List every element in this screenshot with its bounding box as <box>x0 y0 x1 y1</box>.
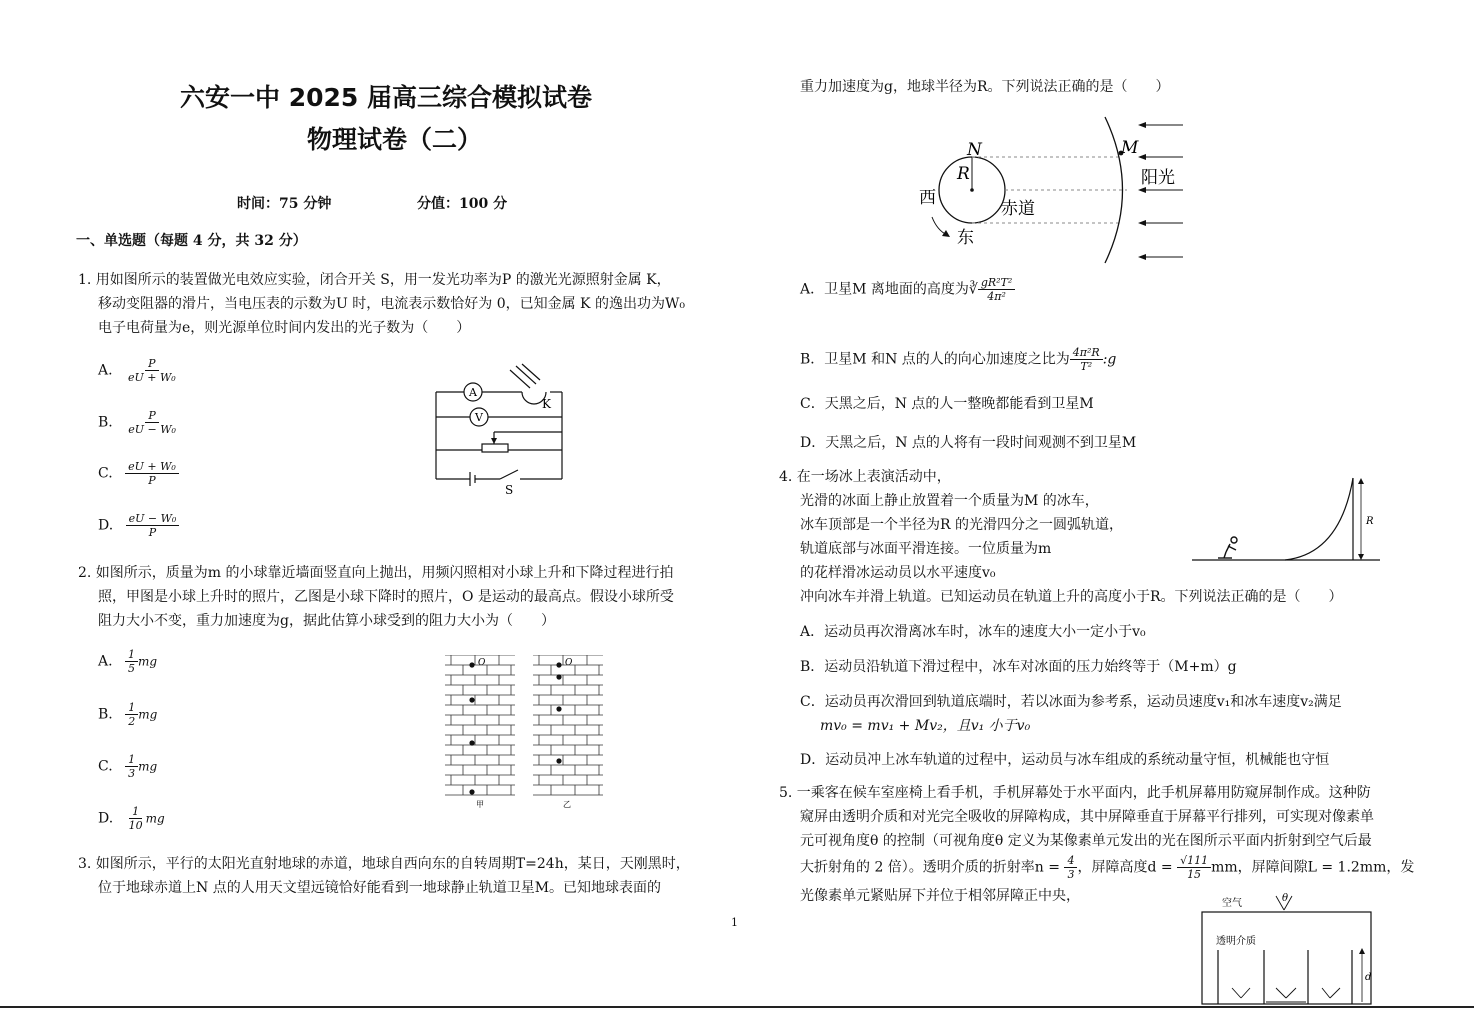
option-text: A．卫星M 离地面的高度为 <box>800 281 969 298</box>
photoelectric-circuit-figure <box>430 362 570 497</box>
formula <box>125 701 138 728</box>
ammeter-label: A <box>469 386 477 399</box>
formula-num: gR²T² <box>978 276 1015 290</box>
q1-option-c[interactable] <box>98 460 179 487</box>
formula <box>125 460 179 487</box>
medium-label: 透明介质 <box>1216 936 1256 947</box>
formula-den: 5 <box>128 662 136 675</box>
text-part: mm，屏障间隙L = 1.2mm，发 <box>1211 859 1415 876</box>
radius-label: R <box>1366 516 1374 527</box>
q3-option-c[interactable]: C．天黑之后，N 点的人一整晚都能看到卫星M <box>800 396 1094 412</box>
formula-num: √111 <box>1177 854 1211 868</box>
q4-line-6: 冲向冰车并滑上轨道。已知运动员在轨道上升的高度小于R。下列说法正确的是（ ） <box>800 589 1343 605</box>
formula-den: 2 <box>128 715 136 728</box>
q2-line-1: 2. 如图所示，质量为m 的小球靠近墙面竖直向上抛出，用频闪照相对小球上升和下降过程进行拍 <box>78 565 674 581</box>
q2-line-3: 阻力大小不变，重力加速度为g，据此估算小球受到的阻力大小为（ ） <box>98 613 555 629</box>
strobe-wall-figure <box>445 655 607 813</box>
q4-line-5: 的花样滑冰运动员以水平速度v₀ <box>800 565 996 581</box>
formula-den: 4π² <box>987 290 1006 303</box>
formula-tail: mg <box>138 654 158 669</box>
formula-den: T² <box>1080 360 1093 373</box>
exam-title: 六安一中 2025 届高三综合模拟试卷 <box>180 83 592 112</box>
equator-label: 赤道 <box>1001 199 1035 219</box>
text-part: 大折射角的 2 倍）。透明介质的折射率n = <box>800 859 1065 876</box>
formula-num: 1 <box>125 701 138 715</box>
q1-option-b[interactable] <box>98 409 179 436</box>
q4-line-2: 光滑的冰面上静止放置着一个质量为M 的冰车， <box>800 493 1099 509</box>
option-label: C. <box>98 758 113 775</box>
q3-line-3: 重力加速度为g，地球半径为R。下列说法正确的是（ ） <box>800 79 1170 95</box>
top-o-label: O <box>565 658 573 668</box>
option-label: A. <box>98 653 113 670</box>
q4-option-c-formula: mv₀ = mv₁ + Mv₂，且v₁ 小于v₀ <box>820 718 1031 734</box>
q3-line-2: 位于地球赤道上N 点的人用天文望远镜恰好能看到一地球静止轨道卫星M。已知地球表面的 <box>98 880 662 896</box>
option-label: D. <box>98 517 114 534</box>
q3-option-a[interactable] <box>800 276 1015 303</box>
page-bottom-border <box>0 1006 1474 1008</box>
formula <box>125 409 179 436</box>
formula <box>126 512 180 539</box>
formula-num: P <box>145 357 158 371</box>
air-label: 空气 <box>1222 898 1242 909</box>
option-label: C. <box>98 465 113 482</box>
q1-line-1: 1. 用如图所示的装置做光电效应实验，闭合开关 S，用一发光功率为P 的激光光源照射金属 K， <box>78 272 671 288</box>
q2-option-a[interactable] <box>98 648 157 675</box>
ball-dot <box>469 662 474 667</box>
ball-dot <box>556 758 561 763</box>
barrier-height-label: d <box>1365 972 1372 983</box>
q5-line-3: 元可视角度θ 的控制（可视角度θ 定义为某像素单元发出的光在图所示平面内折射到空气后最 <box>800 833 1372 849</box>
skater-icon <box>1218 537 1237 558</box>
option-text: B．卫星M 和N 点的人的向心加速度之比为 <box>800 351 1070 368</box>
metal-k-label: K <box>542 397 551 411</box>
q2-line-2: 照，甲图是小球上升时的照片，乙图是小球下降时的照片，O 是运动的最高点。假设小球所受 <box>98 589 674 605</box>
q4-option-a[interactable]: A．运动员再次滑离冰车时，冰车的速度大小一定小于v₀ <box>800 624 1146 640</box>
formula-num: eU + W₀ <box>125 460 179 474</box>
ice-cart-figure <box>1190 474 1385 564</box>
formula <box>126 805 146 832</box>
formula-den: P <box>148 526 157 539</box>
option-label: B. <box>98 414 113 431</box>
formula-tail: mg <box>138 759 158 774</box>
formula <box>125 753 138 780</box>
formula-num: 1 <box>125 648 138 662</box>
q1-line-2: 移动变阻器的滑片，当电压表的示数为U 时，电流表示数恰好为 0，已知金属 K 的逸出功为W₀ <box>98 296 685 312</box>
exam-score: 分值：100 分 <box>417 196 508 212</box>
formula-den: 3 <box>128 767 136 780</box>
q4-line-1: 4. 在一场冰上表演活动中， <box>779 469 951 485</box>
voltmeter-label: V <box>475 411 483 424</box>
formula <box>1064 854 1077 881</box>
q2-option-b[interactable] <box>98 701 157 728</box>
formula-num: 1 <box>129 805 142 819</box>
ball-dot <box>469 789 474 794</box>
section-heading: 一、单选题（每题 4 分，共 32 分） <box>76 233 307 249</box>
option-label: A. <box>98 362 113 379</box>
formula <box>125 648 138 675</box>
sunlight-label: 阳光 <box>1141 168 1175 188</box>
ball-dot <box>469 740 474 745</box>
q4-option-b[interactable]: B．运动员沿轨道下滑过程中，冰车对冰面的压力始终等于（M+m）g <box>800 659 1237 675</box>
formula <box>125 357 179 384</box>
option-label: B. <box>98 706 113 723</box>
formula-den: P <box>148 474 156 487</box>
radius-r-label: R <box>957 164 970 184</box>
ball-dot <box>556 674 561 679</box>
q5-line-5: 光像素单元紧贴屏下并位于相邻屏障正中央， <box>800 888 1080 904</box>
fig-yi-label: 乙 <box>563 800 571 809</box>
q1-option-a[interactable] <box>98 357 179 384</box>
formula-tail: mg <box>138 707 158 722</box>
formula <box>1070 346 1103 373</box>
formula-num: eU − W₀ <box>126 512 180 526</box>
fig-jia-label: 甲 <box>476 800 484 809</box>
q4-line-3: 冰车顶部是一个半径为R 的光滑四分之一圆弧轨道， <box>800 517 1123 533</box>
formula-num: 4π²R <box>1070 346 1103 360</box>
q1-line-3: 电子电荷量为e，则光源单位时间内发出的光子数为（ ） <box>98 320 471 336</box>
formula-den: eU + W₀ <box>128 371 176 384</box>
q2-option-d[interactable] <box>98 805 165 832</box>
formula-tail: mg <box>145 811 165 826</box>
text-part: ，屏障高度d = <box>1077 859 1178 876</box>
privacy-screen-figure <box>1196 890 1392 1006</box>
q3-option-b[interactable] <box>800 346 1116 373</box>
cube-root-sign: ∛ <box>968 281 978 298</box>
exam-time: 时间：75 分钟 <box>237 196 332 212</box>
formula-den: 15 <box>1187 868 1202 881</box>
option-label: D. <box>98 810 114 827</box>
point-n-label: N <box>967 140 982 160</box>
ball-dot <box>556 706 561 711</box>
q4-option-c[interactable]: C．运动员再次滑回到轨道底端时，若以冰面为参考系，运动员速度v₁和冰车速度v₂满足 <box>800 694 1342 710</box>
page-number: 1 <box>731 916 738 929</box>
formula-num: 1 <box>125 753 138 767</box>
q4-line-4: 轨道底部与冰面平滑连接。一位质量为m <box>800 541 1052 557</box>
q4-option-d[interactable]: D．运动员冲上冰车轨道的过程中，运动员与冰车组成的系统动量守恒，机械能也守恒 <box>800 752 1330 768</box>
q3-line-1: 3. 如图所示，平行的太阳光直射地球的赤道，地球自西向东的自转周期T=24h，某日，天刚黑时， <box>78 856 690 872</box>
earth-satellite-figure <box>915 115 1190 267</box>
q5-line-2: 窥屏由透明介质和对光完全吸收的屏障构成，其中屏障垂直于屏幕平行排列，可实现对像素单 <box>800 809 1374 825</box>
formula <box>978 276 1015 303</box>
formula <box>1177 854 1211 881</box>
q5-line-4 <box>800 854 1414 881</box>
formula-num: 4 <box>1064 854 1077 868</box>
theta-label: θ <box>1282 893 1289 904</box>
formula-num: P <box>145 409 158 423</box>
q5-line-1: 5. 一乘客在候车室座椅上看手机，手机屏幕处于水平面内，此手机屏幕用防窥屏制作成。这种防 <box>779 785 1371 801</box>
west-label: 西 <box>919 188 936 208</box>
exam-subtitle: 物理试卷（二） <box>307 125 483 154</box>
ball-dot <box>469 697 474 702</box>
q1-option-d[interactable] <box>98 512 179 539</box>
top-o-label: O <box>478 658 486 668</box>
satellite-m-label: M <box>1121 138 1139 158</box>
q2-option-c[interactable] <box>98 753 157 780</box>
q3-option-d[interactable]: D．天黑之后，N 点的人将有一段时间观测不到卫星M <box>800 435 1137 451</box>
switch-label: S <box>505 483 514 497</box>
ball-dot <box>556 662 561 667</box>
formula-den: 10 <box>128 819 143 832</box>
formula-den: 3 <box>1067 868 1075 881</box>
east-label: 东 <box>957 228 974 248</box>
formula-den: eU − W₀ <box>128 423 176 436</box>
formula-tail: :g <box>1102 351 1117 368</box>
